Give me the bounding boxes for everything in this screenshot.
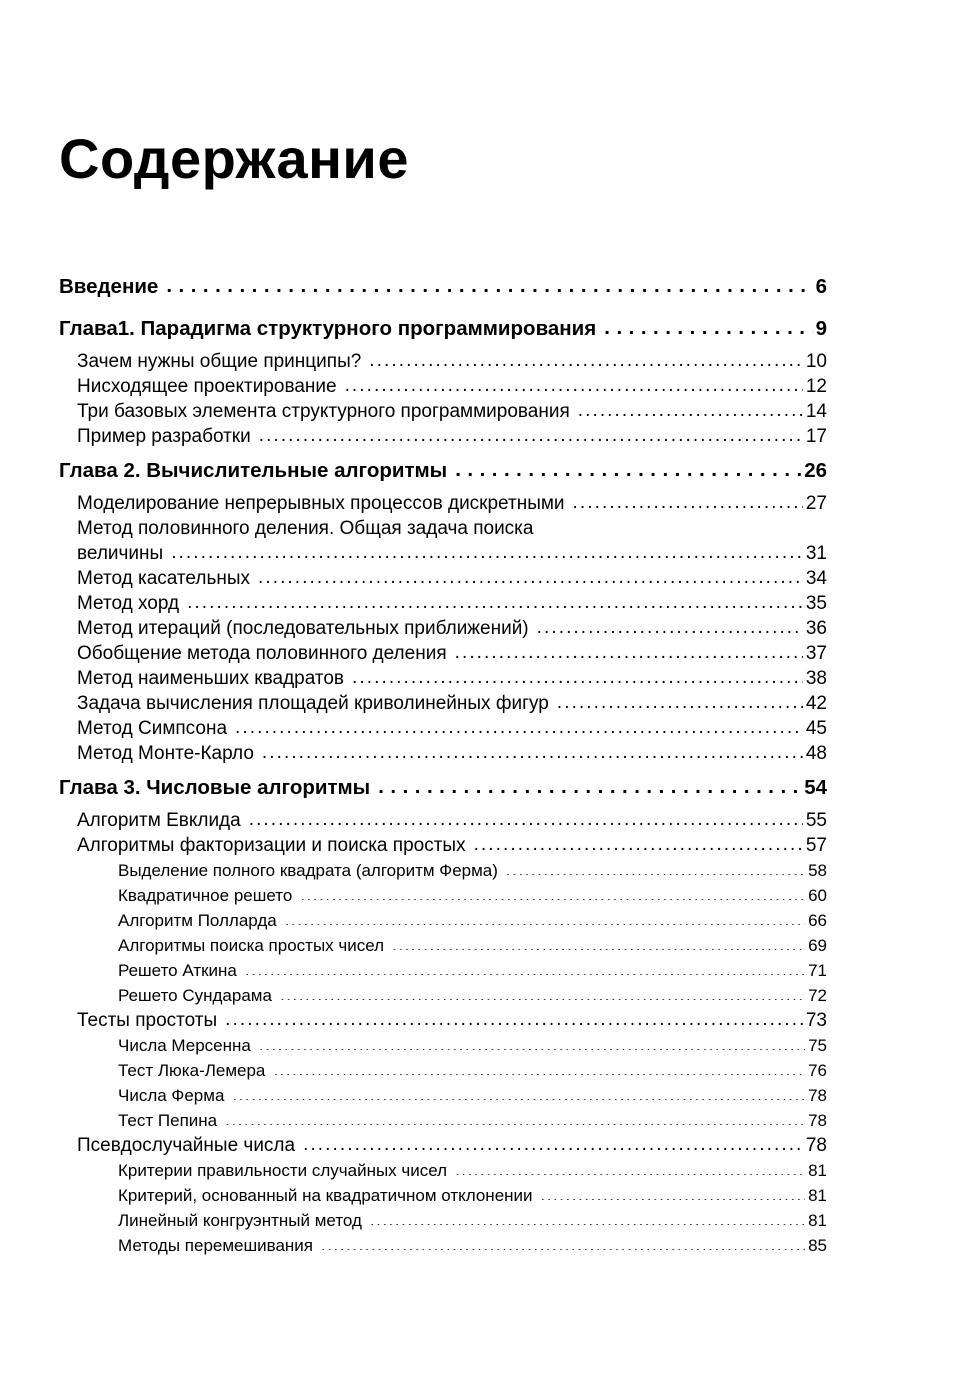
toc-entry-title: Тесты простоты [77,1010,218,1031]
toc-entry-page: 26 [804,459,827,482]
dot-leader [259,1033,805,1050]
toc-subsection[interactable] [59,1183,827,1208]
toc-entry-page: 10 [805,351,827,372]
dot-leader [506,858,805,875]
toc-entry-title: Моделирование непрерывных процессов дискретными [77,493,565,514]
dot-leader [455,640,803,659]
toc-entry-page: 35 [805,593,827,614]
toc-entry-page: 66 [808,911,827,930]
dot-leader [573,490,803,509]
toc-entry-page: 60 [808,886,827,905]
toc-section[interactable] [59,591,827,616]
toc-group [59,273,827,307]
toc-entry-title: Обобщение метода половинного деления [77,643,447,664]
dot-leader [280,983,805,1000]
toc-entry-page: 78 [808,1111,827,1130]
toc-section[interactable] [59,808,827,833]
toc-subsection[interactable] [59,1208,827,1233]
toc-subsection[interactable] [59,1108,827,1133]
dot-leader [392,933,805,950]
toc-entry-title: Задача вычисления площадей криволинейных фигур [77,693,549,714]
toc-section[interactable] [59,1008,827,1033]
toc-section[interactable] [59,491,827,516]
toc-section[interactable] [59,566,827,591]
toc-subsection[interactable] [59,883,827,908]
toc-chapter[interactable] [59,774,827,808]
toc-entry-page: 72 [808,986,827,1005]
toc-entry-title: Глава1. Парадигма структурного программирования [59,317,597,340]
toc-entry-title: Решето Аткина [118,961,237,980]
dot-leader [187,590,803,609]
dot-leader [321,1233,805,1250]
toc-entry-title: Глава 2. Вычислительные алгоритмы [59,459,448,482]
toc-entry-title: Пример разработки [77,426,251,447]
toc-entry-title: Алгоритм Евклида [77,810,241,831]
dot-leader [557,690,803,709]
toc-group [59,315,827,449]
toc-section[interactable] [59,691,827,716]
dot-leader [259,423,803,442]
toc-group [59,457,827,766]
toc-entry-title: Метод итераций (последовательных приближений) [77,618,529,639]
toc-entry-title: Тест Пепина [118,1111,218,1130]
toc-entry-page: 36 [805,618,827,639]
toc-entry-title: Метод хорд [77,593,180,614]
dot-leader [245,958,805,975]
toc-section[interactable] [59,833,827,858]
toc-entry-page: 31 [805,543,827,564]
toc-entry-title: Глава 3. Числовые алгоритмы [59,776,371,799]
toc-subsection[interactable] [59,1083,827,1108]
toc-subsection[interactable] [59,933,827,958]
dot-leader [235,715,803,734]
toc-entry-page: 78 [808,1086,827,1105]
toc-section[interactable] [59,541,827,566]
dot-leader [285,908,805,925]
toc-entry-page: 12 [805,376,827,397]
toc-subsection[interactable] [59,858,827,883]
toc-entry-page: 71 [808,961,827,980]
toc-entry-title-line[interactable]: Метод половинного деления. Общая задача поиска [77,518,534,539]
toc-subsection[interactable] [59,1058,827,1083]
toc-chapter[interactable] [59,315,827,349]
toc-entry-page: 45 [805,718,827,739]
toc-entry-title: Линейный конгруэнтный метод [118,1211,362,1230]
toc-entry-page: 9 [815,317,827,340]
toc-chapter[interactable] [59,273,827,307]
toc-entry-page: 81 [808,1186,827,1205]
dot-leader [300,883,805,900]
toc-entry-title: Псевдослучайные числа [77,1135,296,1156]
toc-entry-page: 34 [805,568,827,589]
toc-subsection[interactable] [59,908,827,933]
toc-subsection[interactable] [59,1233,827,1258]
toc-entry-title: Метод Симпсона [77,718,228,739]
toc-entry-title: Алгоритмы поиска простых чисел [118,936,385,955]
dot-leader [370,1208,805,1225]
toc-entry-page: 81 [808,1161,827,1180]
toc-section[interactable] [59,1133,827,1158]
dot-leader [378,773,801,794]
toc-entry-page: 58 [808,861,827,880]
toc-entry-title: Числа Ферма [118,1086,225,1105]
toc-section[interactable] [59,616,827,641]
toc-entry-title: Метод наименьших квадратов [77,668,345,689]
dot-leader [225,1007,803,1026]
toc-entry-title: Тест Люка-Лемера [118,1061,266,1080]
page-title: Содержание [59,127,409,190]
toc-entry-page: 78 [805,1135,827,1156]
dot-leader [455,456,801,477]
toc-entry-title: Критерий, основанный на квадратичном отклонении [118,1186,533,1205]
dot-leader [604,314,812,335]
dot-leader [578,398,803,417]
toc-entry-title: Три базовых элемента структурного программирования [77,401,570,422]
toc-entry-page: 69 [808,936,827,955]
toc-entry-page: 54 [804,776,827,799]
toc-entry-page: 75 [808,1036,827,1055]
toc-section[interactable] [59,349,827,374]
dot-leader [171,540,803,559]
dot-leader [249,807,803,826]
dot-leader [232,1083,805,1100]
toc-entry-title: Зачем нужны общие принципы? [77,351,362,372]
toc-entry-page: 42 [805,693,827,714]
table-of-contents [59,273,827,1266]
toc-section[interactable] [59,741,827,766]
toc-entry-title: Выделение полного квадрата (алгоритм Ферма) [118,861,498,880]
toc-entry-page: 48 [805,743,827,764]
toc-entry-title: Алгоритмы факторизации и поиска простых [77,835,466,856]
toc-section[interactable] [59,399,827,424]
dot-leader [273,1058,805,1075]
toc-entry-page: 76 [808,1061,827,1080]
toc-entry-title: Введение [59,275,159,298]
dot-leader [474,832,803,851]
toc-entry-page: 55 [805,810,827,831]
dot-leader [262,740,803,759]
dot-leader [225,1108,805,1125]
toc-entry-title: Решето Сундарама [118,986,272,1005]
toc-entry-title: Метод касательных [77,568,250,589]
dot-leader [369,348,803,367]
dot-leader [303,1132,803,1151]
dot-leader [537,615,803,634]
toc-section[interactable] [59,374,827,399]
toc-subsection[interactable] [59,1033,827,1058]
dot-leader [541,1183,806,1200]
toc-entry-page: 6 [815,275,827,298]
dot-leader [345,373,803,392]
toc-section[interactable] [59,666,827,691]
toc-entry-page: 57 [805,835,827,856]
toc-subsection[interactable] [59,983,827,1008]
toc-entry-page: 14 [805,401,827,422]
toc-entry-title: Методы перемешивания [118,1236,314,1255]
toc-entry-title: Нисходящее проектирование [77,376,337,397]
toc-entry-title: Числа Мерсенна [118,1036,251,1055]
toc-subsection[interactable] [59,958,827,983]
toc-subsection[interactable] [59,1158,827,1183]
toc-entry-page: 38 [805,668,827,689]
toc-entry-title: Алгоритм Полларда [118,911,277,930]
toc-group [59,774,827,1258]
toc-entry-page: 81 [808,1211,827,1230]
toc-entry-page: 85 [808,1236,827,1255]
toc-chapter[interactable] [59,457,827,491]
toc-entry-page: 17 [805,426,827,447]
toc-entry-page: 73 [805,1010,827,1031]
dot-leader [258,565,803,584]
toc-section[interactable] [59,424,827,449]
toc-section[interactable] [59,641,827,666]
toc-entry-page: 37 [805,643,827,664]
toc-entry-title: величины [77,543,164,564]
toc-section[interactable] [59,716,827,741]
toc-entry-title: Критерии правильности случайных чисел [118,1161,448,1180]
dot-leader [352,665,803,684]
toc-entry-title: Метод Монте-Карло [77,743,254,764]
dot-leader [455,1158,805,1175]
toc-entry-page: 27 [805,493,827,514]
toc-entry-title: Квадратичное решето [118,886,293,905]
dot-leader [166,272,812,293]
